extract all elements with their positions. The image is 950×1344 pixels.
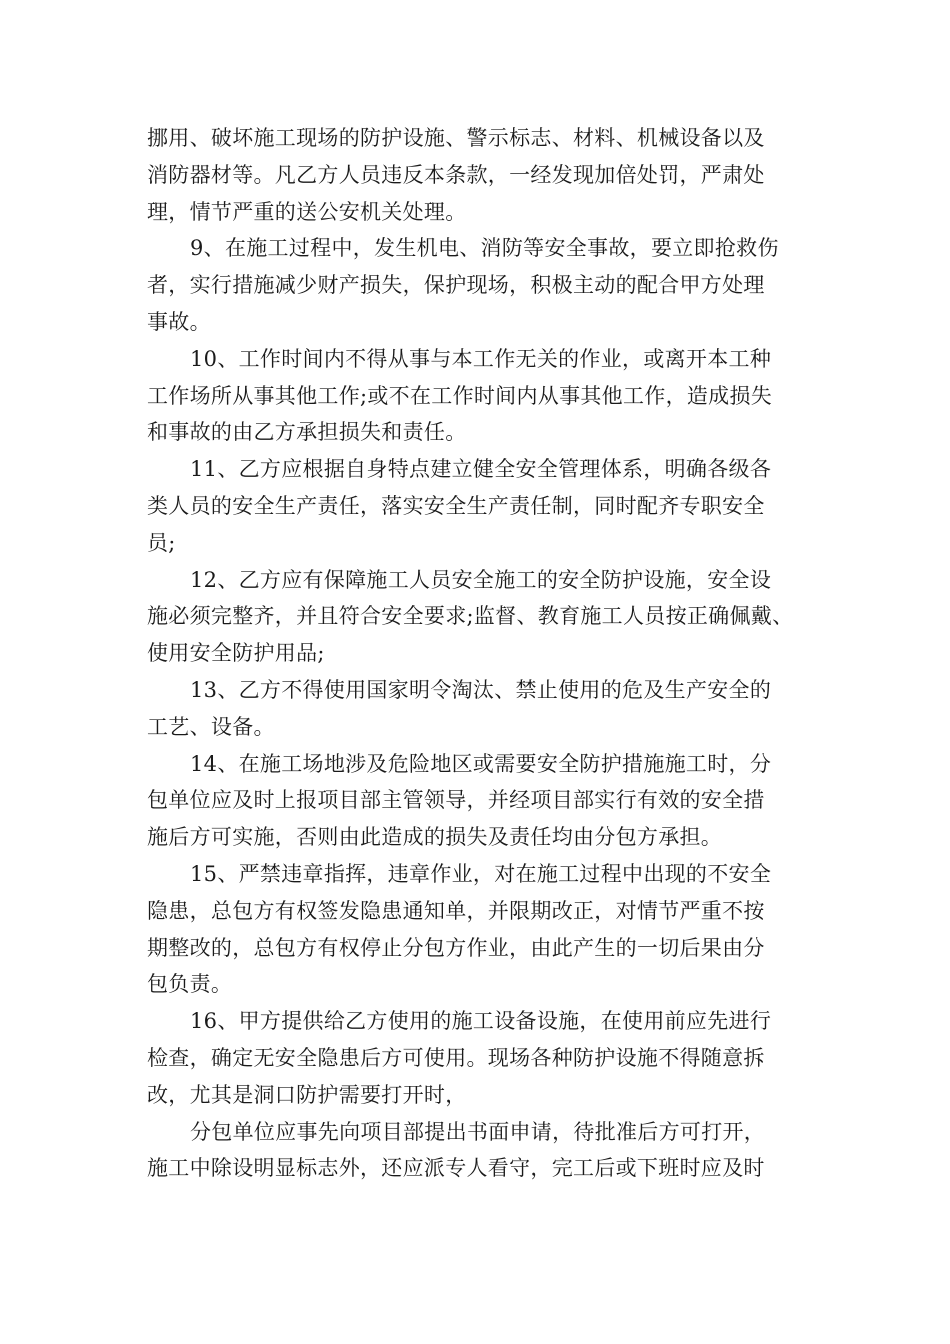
text-line: 施必须完整齐，并且符合安全要求;监督、教育施工人员按正确佩戴、 — [147, 604, 794, 629]
text-line: 施工中除设明显标志外，还应派专人看守，完工后或下班时应及时 — [147, 1156, 765, 1181]
text-line: 施后方可实施，否则由此造成的损失及责任均由分包方承担。 — [147, 825, 723, 850]
text-line: 9、在施工过程中，发生机电、消防等安全事故，要立即抢救伤 — [190, 236, 779, 261]
text-line: 期整改的，总包方有权停止分包方作业，由此产生的一切后果由分 — [147, 935, 765, 960]
text-line: 10、工作时间内不得从事与本工作无关的作业，或离开本工种 — [190, 346, 772, 371]
text-line: 工作场所从事其他工作;或不在工作时间内从事其他工作，造成损失 — [147, 383, 773, 408]
text-line: 者，实行措施减少财产损失，保护现场，积极主动的配合甲方处理 — [147, 273, 765, 298]
text-line: 分包单位应事先向项目部提出书面申请，待批准后方可打开， — [190, 1119, 766, 1144]
text-line: 和事故的由乙方承担损失和责任。 — [147, 420, 467, 445]
text-line: 包单位应及时上报项目部主管领导，并经项目部实行有效的安全措 — [147, 788, 765, 813]
text-line: 理，情节严重的送公安机关处理。 — [147, 199, 467, 224]
text-line: 14、在施工场地涉及危险地区或需要安全防护措施施工时，分 — [190, 751, 772, 776]
text-line: 检查，确定无安全隐患后方可使用。现场各种防护设施不得随意拆 — [147, 1045, 765, 1070]
text-line: 16、甲方提供给乙方使用的施工设备设施，在使用前应先进行 — [190, 1009, 772, 1034]
text-line: 隐患，总包方有权签发隐患通知单，并限期改正，对情节严重不按 — [147, 898, 765, 923]
text-line: 13、乙方不得使用国家明令淘汰、禁止使用的危及生产安全的 — [190, 677, 772, 702]
text-line: 15、严禁违章指挥，违章作业，对在施工过程中出现的不安全 — [190, 861, 772, 886]
text-line: 使用安全防护用品; — [147, 641, 325, 666]
text-line: 包负责。 — [147, 972, 233, 997]
text-line: 改，尤其是洞口防护需要打开时， — [147, 1082, 467, 1107]
text-line: 员; — [147, 530, 176, 555]
text-line: 11、乙方应根据自身特点建立健全安全管理体系，明确各级各 — [190, 457, 772, 482]
text-line: 事故。 — [147, 309, 211, 334]
text-line: 12、乙方应有保障施工人员安全施工的安全防护设施，安全设 — [190, 567, 772, 592]
text-line: 类人员的安全生产责任，落实安全生产责任制，同时配齐专职安全 — [147, 493, 765, 518]
text-line: 挪用、破坏施工现场的防护设施、警示标志、材料、机械设备以及 — [147, 126, 765, 150]
document-body — [147, 120, 809, 1187]
text-line: 消防器材等。凡乙方人员违反本条款，一经发现加倍处罚，严肃处 — [147, 162, 765, 187]
text-line: 工艺、设备。 — [147, 714, 275, 739]
